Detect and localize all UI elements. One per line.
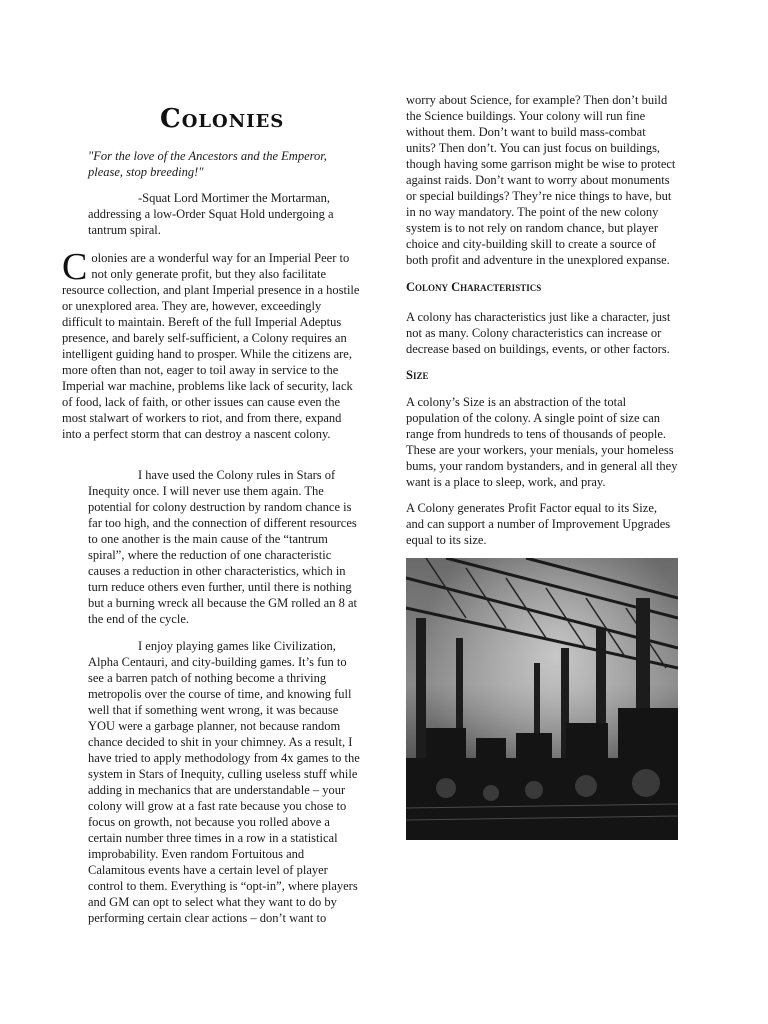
right-paragraph-2: A colony has characteristics just like a character, just not as many. Colony characteristics can increase or decrease based on buildings, events, or other factors.	[406, 310, 671, 356]
factory-interior-photo	[406, 558, 678, 840]
intro-text: olonies are a wonderful way for an Imperial Peer to not only generate profit, but they also facilitate resource collection, and plant Imperial presence in a hostile or unexplored area. They are, however, exceedingly difficult to maintain. Bereft of the full Imperial Adeptus presence, and barely self-sufficient, a Colony requires an intelligent guiding hand to prosper. While the citizens are, more often than not, eager to toil away in service to the Imperial war machine, problems like lack of security, lack of food, lack of faith, or other issues can cause even the most stalwart of workers to riot, and from there, expand into a perfect storm that can destroy a nascent colony.	[62, 251, 360, 441]
right-paragraph-3: A colony’s Size is an abstraction of the total population of the colony. A single point of size can range from hundreds to tens of thousands of people. These are your workers, your menials, your homeless bums, your random bystanders, and in general all they want is a place to sleep, work, and pray.	[406, 395, 678, 489]
paragraph-3: I enjoy playing games like Civilization, Alpha Centauri, and city-building games. It’s fun to see a barren patch of nothing become a thriving metropolis over the course of time, and knowing full well that if something went wrong, it was because YOU were a garbage planner, not because random chance decided to shit in your chimney. As a result, I have tried to apply methodology from 4x games to the system in Stars of Inequity, culling useless stuff while adding in mechanics that are understandable – your colony will grow at a fast rate because you chose to focus on growth, not because you rolled above a certain number three times in a row in a statistical improbability. Even random Fortuitous and Calamitous events have a certain level of player control to them. Everything is “opt-in”, where players and GM can opt to select what they want to do by performing certain clear actions – don’t want to	[88, 639, 360, 925]
section-heading-colony-characteristics: Colony Characteristics	[406, 280, 542, 294]
paragraph-2: I have used the Colony rules in Stars of Inequity once. I will never use them again. The potential for colony destruction by random chance is far too high, and the connection of different resources to one another is the main cause of the “tantrum spiral”, where the reduction of one characteristic causes a reduction in other characteristics, which in turn reduce others even further, until there is nothing but a burning wreck all because the GM rolled an 8 at the end of the cycle.	[88, 468, 358, 626]
section-heading-size: Size	[406, 368, 429, 382]
intro-paragraph	[62, 246, 360, 442]
drop-cap: C	[62, 246, 88, 288]
right-paragraph-1: worry about Science, for example? Then don’t build the Science buildings. Your colony will run fine without them. Don’t want to build mass-combat units? Then don’t. You can just focus on buildings, though having some garrison might be wise to protect against raids. Don’t want to worry about monuments or special buildings? They’re nice things to have, but in no way mandatory. The point of the new colony system is to not rely on random chance, but player choice and city-building skill to create a source of both profit and adventure in the unexplored expanse.	[406, 93, 676, 267]
right-paragraph-4: A Colony generates Profit Factor equal to its Size, and can support a number of Improvement Upgrades equal to its size.	[406, 501, 671, 547]
epigraph-attribution: -Squat Lord Mortimer the Mortarman, addressing a low-Order Squat Hold undergoing a tantrum spiral.	[88, 191, 334, 237]
factory-illustration	[406, 558, 678, 840]
epigraph-quote: "For the love of the Ancestors and the Emperor, please, stop breeding!"	[88, 149, 327, 179]
page-title: Colonies	[160, 104, 285, 134]
